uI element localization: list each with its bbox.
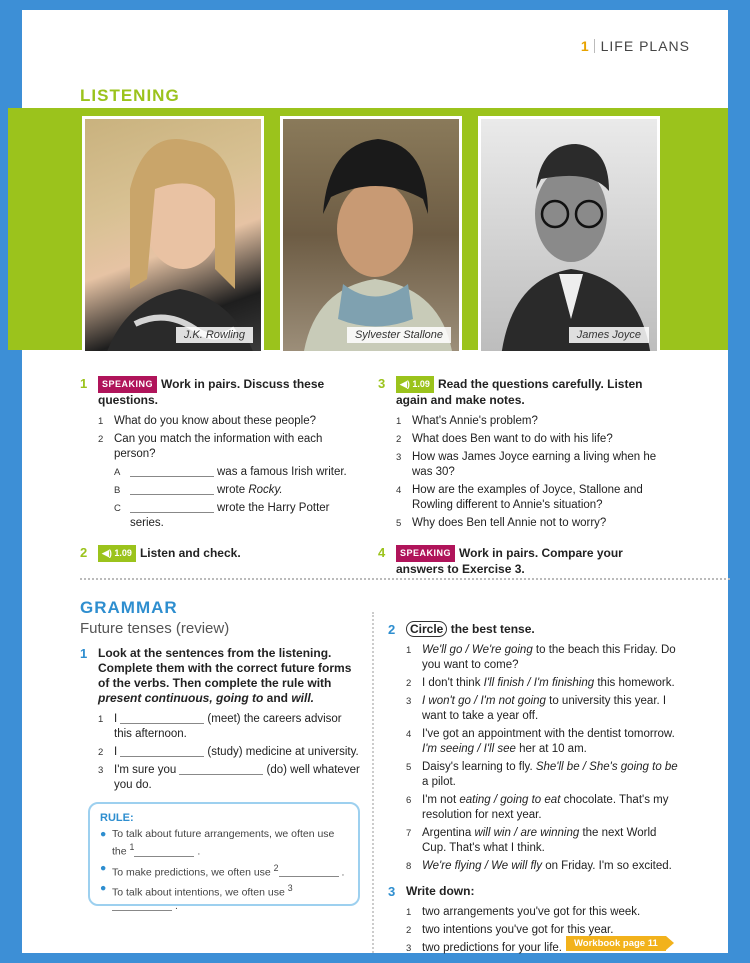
running-header: 1 LIFE PLANS	[580, 38, 690, 54]
answer-blank[interactable]	[130, 466, 214, 477]
caption-rowling: J.K. Rowling	[176, 327, 253, 343]
grammar-title: GRAMMAR	[80, 598, 178, 617]
grammar-exercise-2: 2 Circle the best tense.	[388, 622, 535, 637]
answer-blank[interactable]	[120, 713, 204, 724]
listening-title: LISTENING	[80, 86, 180, 105]
answer-blank[interactable]	[134, 846, 194, 857]
audio-icon[interactable]: ◀) 1.09	[396, 376, 434, 393]
photo-rowling	[82, 116, 264, 354]
audio-icon[interactable]: ◀) 1.09	[98, 545, 136, 562]
workbook-page-link[interactable]: Workbook page 11	[566, 936, 666, 951]
exercise-1: 1 SPEAKING Work in pairs. Discuss these questions.	[80, 376, 325, 407]
grammar-2-item: 2 I don't think I'll finish / I'm finishing this homework.	[406, 677, 675, 689]
photo-joyce	[478, 116, 660, 354]
grammar-2-item: 8 We're flying / We will fly on Friday. I'm so excited.	[406, 860, 672, 872]
listening-right-column: 3 ◀) 1.09 Read the questions carefully. Listen again and make notes. 1 What's Annie's problem? 2 What does Ben want to do with his life? 3 How was James Joyce earning a living when he was 30? 4 How are the examples of Joyce, Stallone and Rowling different to Annie's situation? 5 Why does Ben tell Annie not to worry? 4 SPEAKING Work in pairs. Compare your answers to Exercise 3.	[378, 376, 657, 576]
speaking-tag: SPEAKING	[396, 545, 455, 562]
grammar-exercise-1: 1 Look at the sentences from the listening. Complete them with the correct future forms of the verbs. Then complete the rule with present continuous, going to and will.	[80, 646, 352, 705]
speaking-tag: SPEAKING	[98, 376, 157, 393]
grammar-right-column: 2 Circle the best tense. 1 We'll go / We're going to the beach this Friday. Do you want to come? 2 I don't think I'll finish / I'm finishing this homework. 3 I won't go / I'm not going to university this year. I want to take a year off. 4 I've got an appointment with the dentist tomorrow. I'm seeing / I'll see her at 10 am. 5 Daisy's learning to fly. She'll be / She's going to be a pilot. 6 I'm not eating / going to eat chocolate. That's my resolution for next year. 7 Argentina will win / are winning the next World Cup. That's what I think. 8 We're flying / We will fly on Friday. I'm so excited. 3 Write down: 1 two arrangements you've got for this week. 2 two intentions you've got for this year. 3 two predictions for your life.	[388, 622, 678, 954]
caption-joyce: James Joyce	[569, 327, 649, 343]
grammar-subtitle: Future tenses (review)	[80, 620, 230, 637]
exercise-4: 4 SPEAKING Work in pairs. Compare your answers to Exercise 3.	[378, 545, 623, 576]
section-divider	[80, 578, 730, 580]
grammar-left-column: 1 Look at the sentences from the listening. Complete them with the correct future forms of the verbs. Then complete the rule with present continuous, going to and will. 1 I (meet) the careers advisor this afternoon. 2 I (study) medicine at university. 3 I'm sure you (do) well whatever you do.	[80, 646, 360, 791]
listening-left-column: 1 SPEAKING Work in pairs. Discuss these questions. 1 What do you know about these people? 2 Can you match the information with each person? A was a famous Irish writer. B wrote Rocky. C wrote the Harry Potter series. 2 ◀) 1.09 Listen and check.	[80, 376, 360, 568]
grammar-2-item: 4 I've got an appointment with the dentist tomorrow. I'm seeing / I'll see her at 10 am.	[406, 728, 675, 755]
column-divider	[372, 612, 374, 953]
exercise-3: 3 ◀) 1.09 Read the questions carefully. Listen again and make notes.	[378, 376, 643, 407]
grammar-2-item: 5 Daisy's learning to fly. She'll be / She's going to be a pilot.	[406, 761, 678, 788]
answer-blank[interactable]	[120, 746, 204, 757]
answer-blank[interactable]	[112, 900, 172, 911]
caption-stallone: Sylvester Stallone	[347, 327, 451, 343]
grammar-2-item: 3 I won't go / I'm not going to university this year. I want to take a year off.	[406, 695, 667, 722]
grammar-2-item: 7 Argentina will win / are winning the next World Cup. That's what I think.	[406, 827, 657, 854]
answer-blank[interactable]	[279, 866, 339, 877]
rule-box: RULE: ● To talk about future arrangements, we often use the $^1$ . ● To make predictions, we often use $^2$ . ● To talk about intentions, we often use $^3$.	[88, 802, 360, 906]
grammar-2-item: 6 I'm not eating / going to eat chocolate. That's my resolution for next year.	[406, 794, 669, 821]
grammar-exercise-3: 3 Write down:	[388, 884, 475, 899]
grammar-2-item: 1 We'll go / We're going to the beach this Friday. Do you want to come?	[406, 644, 676, 671]
photo-stallone	[280, 116, 462, 354]
answer-blank[interactable]	[130, 484, 214, 495]
answer-blank[interactable]	[179, 764, 263, 775]
answer-blank[interactable]	[130, 502, 214, 513]
exercise-2: 2 ◀) 1.09 Listen and check.	[80, 545, 241, 560]
